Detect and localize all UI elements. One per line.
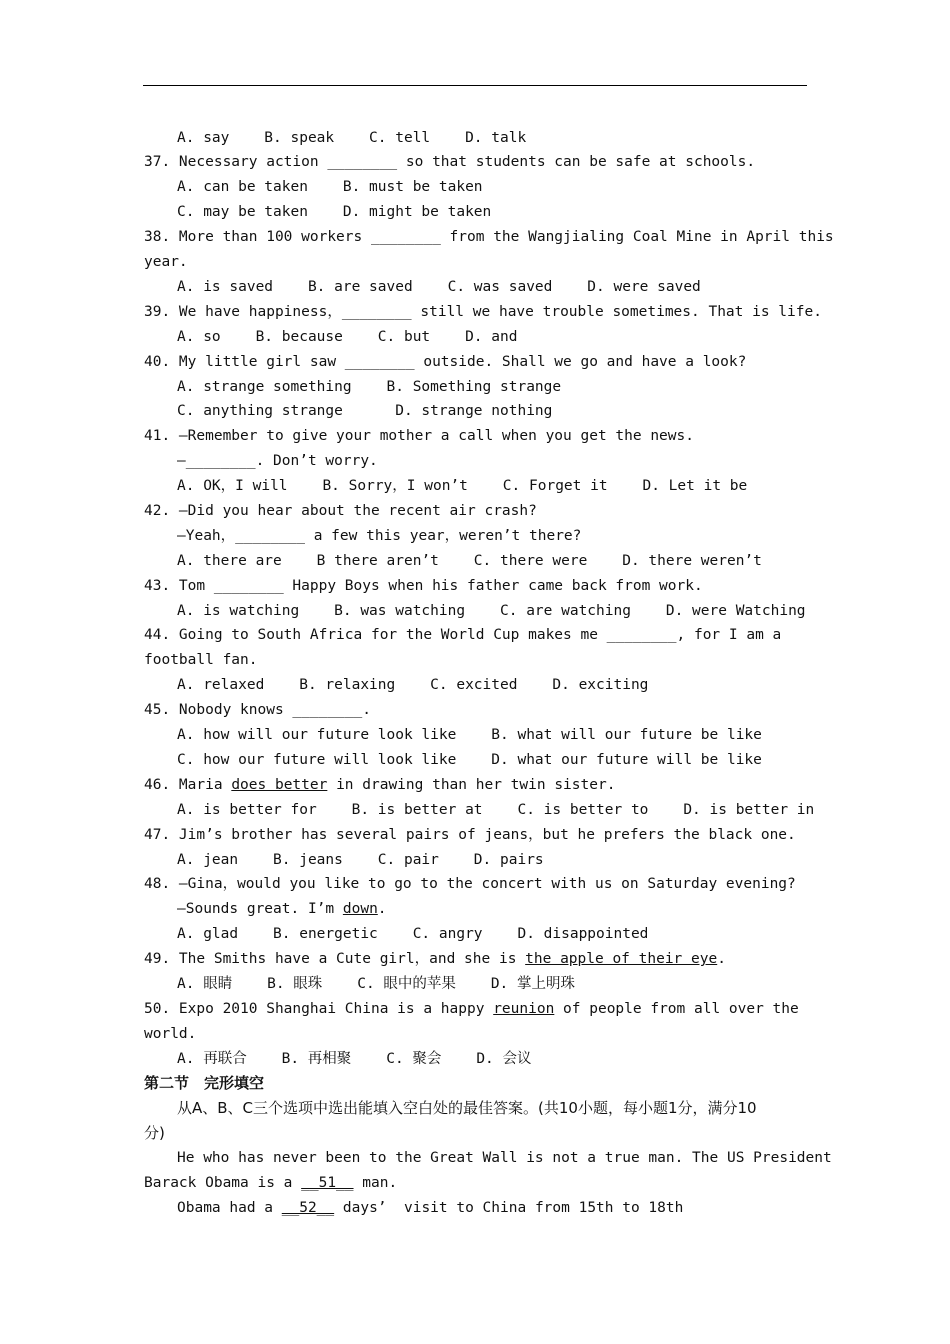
q50-options: A. 再联合 B. 再相聚 C. 聚会 D. 会议 [177, 1051, 532, 1067]
q49-stem-post: . [717, 951, 726, 967]
q48-reply [177, 900, 387, 918]
q42-stem: 42. —Did you hear about the recent air crash? [144, 503, 537, 519]
q48-reply-post: . [377, 901, 387, 917]
q47-options: A. jean B. jeans C. pair D. pairs [177, 852, 544, 868]
q44-options: A. relaxed B. relaxing C. excited D. exciting [177, 677, 649, 693]
blank-51: __51__ [301, 1175, 354, 1191]
q49-stem-pre: 49. The Smiths have a Cute girl，and she is [144, 951, 526, 967]
q50-stem-cont: world. [144, 1026, 197, 1042]
passage-line-2-post: man. [353, 1175, 398, 1191]
q40-options-2: C. anything strange D. strange nothing [177, 403, 553, 419]
q49-stem [144, 950, 726, 968]
q48-underlined: down [342, 901, 378, 917]
q38-stem: 38. More than 100 workers ________ from the Wangjialing Coal Mine in April this [144, 229, 834, 245]
q45-options-2: C. how our future will look like D. what our future will be like [177, 752, 762, 768]
q37-options-1: A. can be taken B. must be taken [177, 179, 483, 195]
section2-instructions-cont: 分) [144, 1124, 165, 1142]
q36-options: A. say B. speak C. tell D. talk [177, 130, 527, 146]
section2-title: 第二节 完形填空 [144, 1074, 265, 1092]
q43-options: A. is watching B. was watching C. are watching D. were Watching [177, 603, 806, 619]
q40-options-1: A. strange something B. Something strange [177, 379, 562, 395]
q43-stem: 43. Tom ________ Happy Boys when his father came back from work. [144, 578, 703, 594]
q46-stem-post: in drawing than her twin sister. [327, 777, 616, 793]
q41-reply: —________. Don’t worry. [177, 453, 378, 469]
q44-stem-cont: football fan. [144, 652, 258, 668]
passage-line-1: He who has never been to the Great Wall is not a true man. The US President [177, 1150, 832, 1166]
q45-options-1: A. how will our future look like B. what will our future be like [177, 727, 762, 743]
header-rule [143, 85, 807, 86]
q41-stem: 41. —Remember to give your mother a call when you get the news. [144, 428, 694, 444]
q46-stem-pre: 46. Maria [144, 777, 232, 793]
passage-line-3-pre: Obama had a [177, 1200, 282, 1216]
q41-options: A. OK，I will B. Sorry，I won’t C. Forget it D. Let it be [177, 478, 748, 494]
q50-stem-post: of people from all over the [554, 1001, 799, 1017]
q38-stem-cont: year. [144, 254, 188, 270]
blank-52: __52__ [281, 1200, 335, 1216]
passage-line-2 [144, 1174, 397, 1192]
q37-options-2: C. may be taken D. might be taken [177, 204, 492, 220]
q48-reply-pre: —Sounds great. I’m [177, 901, 343, 917]
q44-stem: 44. Going to South Africa for the World Cup makes me ________, for I am a [144, 627, 782, 643]
q46-stem [144, 776, 615, 794]
q40-stem: 40. My little girl saw ________ outside. Shall we go and have a look? [144, 354, 747, 370]
section2-instructions: 从A、B、C三个选项中选出能填入空白处的最佳答案。(共10小题，每小题1分，满分10 [177, 1099, 757, 1117]
q39-options: A. so B. because C. but D. and [177, 329, 518, 345]
q48-stem: 48. —Gina，would you like to go to the concert with us on Saturday evening? [144, 876, 796, 892]
q47-stem: 47. Jim’s brother has several pairs of jeans，but he prefers the black one. [144, 827, 796, 843]
q45-stem: 45. Nobody knows ________. [144, 702, 371, 718]
q46-underlined: does better [231, 777, 328, 793]
q50-stem [144, 1000, 799, 1018]
q38-options: A. is saved B. are saved C. was saved D. were saved [177, 279, 701, 295]
q49-underlined: the apple of their eye [525, 951, 718, 967]
q39-stem: 39. We have happiness，________ still we have trouble sometimes. That is life. [144, 304, 822, 320]
q42-options: A. there are B there aren’t C. there were D. there weren’t [177, 553, 762, 569]
passage-line-3-post: days’ visit to China from 15th to 18th [334, 1200, 684, 1216]
passage-line-2-pre: Barack Obama is a [144, 1175, 302, 1191]
q46-options: A. is better for B. is better at C. is better to D. is better in [177, 802, 815, 818]
passage-line-3 [177, 1199, 683, 1217]
q50-stem-pre: 50. Expo 2010 Shanghai China is a happy [144, 1001, 494, 1017]
q48-options: A. glad B. energetic C. angry D. disappointed [177, 926, 649, 942]
q50-underlined: reunion [493, 1001, 555, 1017]
q49-options: A. 眼睛 B. 眼珠 C. 眼中的苹果 D. 掌上明珠 [177, 976, 576, 992]
q42-reply: —Yeah，________ a few this year，weren’t there? [177, 528, 582, 544]
q37-stem: 37. Necessary action ________ so that students can be safe at schools. [144, 154, 756, 170]
